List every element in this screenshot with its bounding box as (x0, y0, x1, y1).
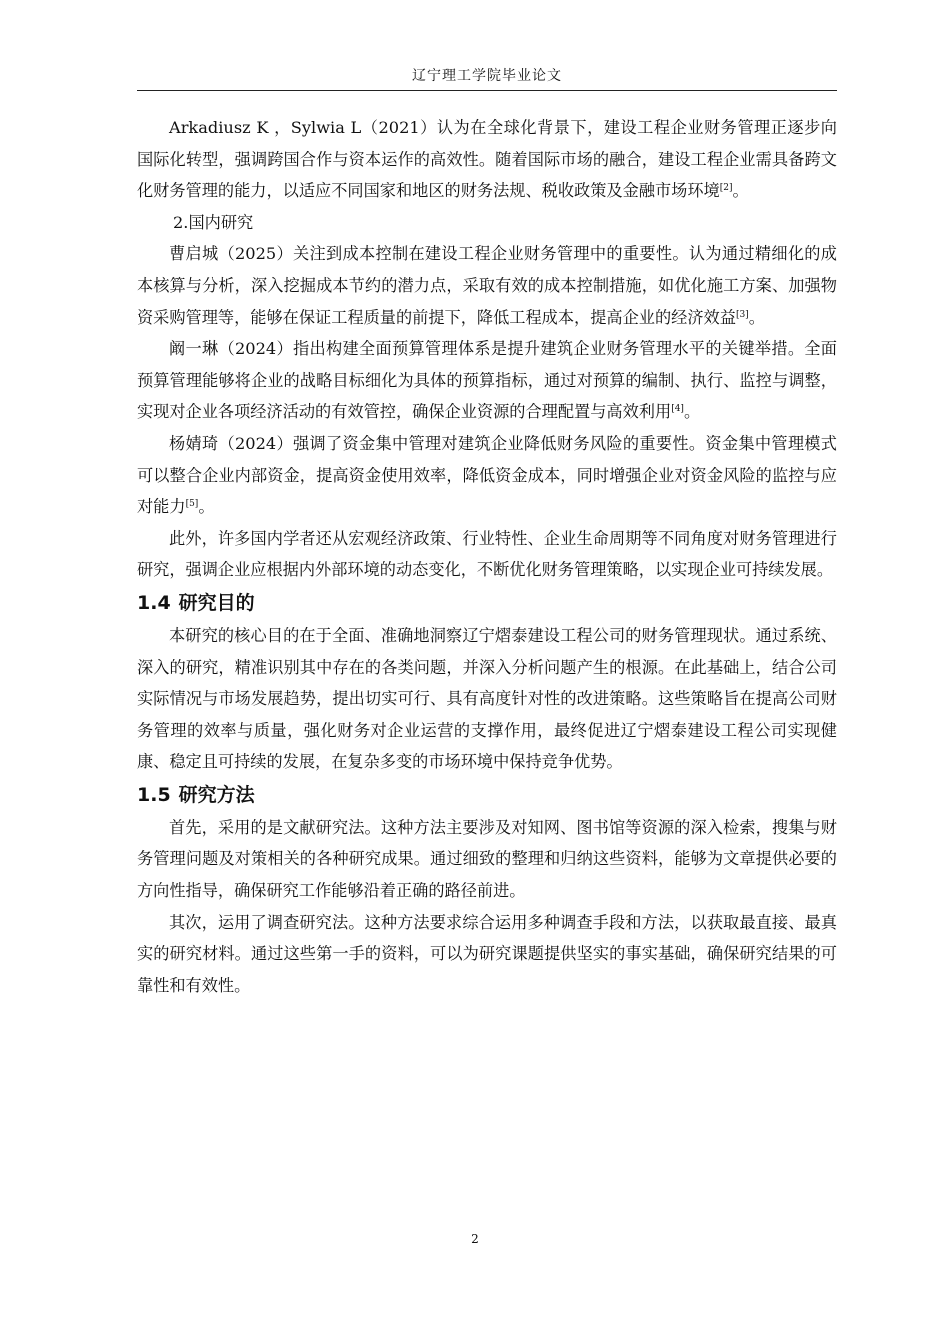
paragraph-end: 。 (198, 497, 215, 517)
paragraph-literature-method: 首先，采用的是文献研究法。这种方法主要涉及对知网、图书馆等资源的深入检索，搜集与财务管理问题及对策相关的各种研究成果。通过细致的整理和归纳这些资料，能够为文章提供必要的方向性指导，确保研究工作能够沿着正确的路径前进。 (137, 817, 837, 901)
citation-ref: [4] (671, 404, 684, 415)
section-number: 1.4 (137, 591, 171, 614)
paragraph-end: 。 (732, 181, 749, 201)
subheading-domestic-research: 2.国内研究 (173, 212, 254, 232)
paragraph-budget-management (137, 333, 837, 428)
document-body (137, 112, 837, 1001)
paragraph-text: Arkadiusz K ，Sylwia L（2021）认为在全球化背景下，建设工程企业财务管理正逐步向国际化转型，强调跨国合作与资本运作的高效性。随着国际市场的融合，建设工程企业需具备跨文化财务管理的能力，以适应不同国家和地区的财务法规、税收政策及金融市场环境 (137, 118, 837, 201)
section-title-text: 研究方法 (178, 783, 255, 806)
section-heading-research-purpose (137, 586, 837, 620)
paragraph-research-purpose: 本研究的核心目的在于全面、准确地洞察辽宁熠泰建设工程公司的财务管理现状。通过系统、深入的研究，精准识别其中存在的各类问题，并深入分析问题产生的根源。在此基础上，结合公司实际情况与市场发展趋势，提出切实可行、具有高度针对性的改进策略。这些策略旨在提高公司财务管理的效率与质量，强化财务对企业运营的支撑作用，最终促进辽宁熠泰建设工程公司实现健康、稳定且可持续的发展，在复杂多变的市场环境中保持竞争优势。 (137, 625, 837, 772)
citation-ref: [5] (185, 499, 199, 510)
section-title-text: 研究目的 (178, 591, 255, 614)
paragraph-international-research (137, 112, 837, 207)
paragraph-cost-control (137, 238, 837, 333)
page-header (137, 66, 837, 91)
paragraph-fund-management (137, 428, 837, 523)
paragraph-text: 阚一琳（2024）指出构建全面预算管理体系是提升建筑企业财务管理水平的关键举措。全面预算管理能够将企业的战略目标细化为具体的预算指标，通过对预算的编制、执行、监控与调整，实现对企业各项经济活动的有效管控，确保企业资源的合理配置与高效利用 (137, 339, 837, 422)
citation-ref: [2] (719, 183, 733, 194)
paragraph-other-scholars: 此外，许多国内学者还从宏观经济政策、行业特性、企业生命周期等不同角度对财务管理进行研究，强调企业应根据内外部环境的动态变化，不断优化财务管理策略，以实现企业可持续发展。 (137, 528, 837, 580)
section-number: 1.5 (137, 783, 171, 806)
paragraph-text: 曹启城（2025）关注到成本控制在建设工程企业财务管理中的重要性。认为通过精细化的成本核算与分析，深入挖掘成本节约的潜力点，采取有效的成本控制措施，如优化施工方案、加强物资采购管理等，能够在保证工程质量的前提下，降低工程成本，提高企业的经济效益 (137, 244, 837, 327)
section-heading-research-methods (137, 778, 837, 812)
paragraph-end: 。 (683, 402, 701, 422)
paragraph-text: 杨婧琦（2024）强调了资金集中管理对建筑企业降低财务风险的重要性。资金集中管理模式可以整合企业内部资金，提高资金使用效率，降低资金成本，同时增强企业对资金风险的监控与应对能力 (137, 433, 837, 517)
paragraph-end: 。 (748, 307, 765, 327)
header-title: 辽宁理工学院毕业论文 (412, 68, 562, 84)
paragraph-survey-method: 其次，运用了调查研究法。这种方法要求综合运用多种调查手段和方法，以获取最直接、最真实的研究材料。通过这些第一手的资料，可以为研究课题提供坚实的事实基础，确保研究结果的可靠性和有效性。 (137, 912, 837, 995)
citation-ref: [3] (735, 309, 749, 320)
page-number: 2 (471, 1232, 479, 1246)
